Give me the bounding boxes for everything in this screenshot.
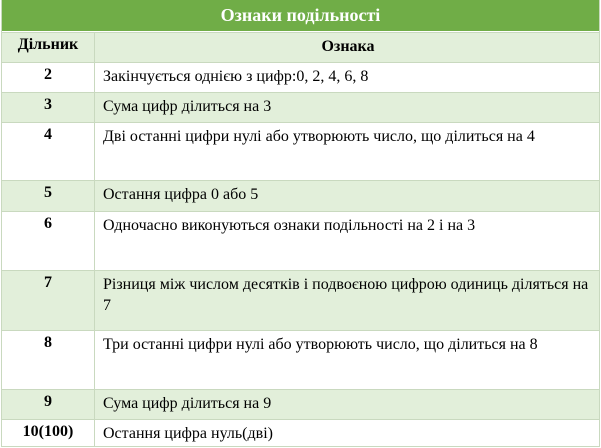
sign-cell: Різниця між числом десятків і подвоєною цифрою одиниць діляться на 7 (103, 276, 589, 314)
divisor-cell: 4 (2, 123, 95, 180)
sign-cell: Сума цифр ділиться на 3 (103, 98, 272, 115)
divisor-cell: 5 (2, 181, 95, 211)
sign-cell: Сума цифр ділиться на 9 (103, 395, 272, 412)
table-row (2, 389, 599, 419)
table-row (2, 122, 599, 180)
table-row (2, 211, 599, 270)
sign-cell: Одночасно виконуються ознаки подільності на 2 і на 3 (103, 217, 476, 234)
divisor-cell: 7 (2, 271, 95, 330)
divisibility-table (1, 0, 600, 447)
sign-cell: Остання цифра 0 або 5 (103, 186, 259, 203)
sign-cell: Дві останні цифри нулі або утворюють число, що ділиться на 4 (103, 128, 535, 145)
table-header-row (2, 32, 599, 62)
table-row (2, 62, 599, 92)
divisor-cell: 10(100) (2, 420, 95, 446)
divisor-cell: 9 (2, 390, 95, 419)
divisor-cell: 6 (2, 212, 95, 270)
table-title: Ознаки подільності (2, 0, 599, 32)
header-sign: Ознака (321, 38, 375, 55)
table-row (2, 180, 599, 211)
divisor-cell: 3 (2, 93, 95, 122)
table-row (2, 92, 599, 122)
sign-cell: Закінчується однією з цифр:0, 2, 4, 6, 8 (103, 68, 369, 85)
table-row (2, 330, 599, 389)
sign-cell: Остання цифра нуль(дві) (103, 425, 273, 442)
divisor-cell: 2 (2, 63, 95, 92)
header-divisor: Дільник (2, 33, 95, 62)
table-row (2, 419, 599, 447)
sign-cell: Три останні цифри нулі або утворюють число, що ділиться на 8 (103, 336, 538, 353)
divisor-cell: 8 (2, 331, 95, 389)
table-row (2, 270, 599, 330)
